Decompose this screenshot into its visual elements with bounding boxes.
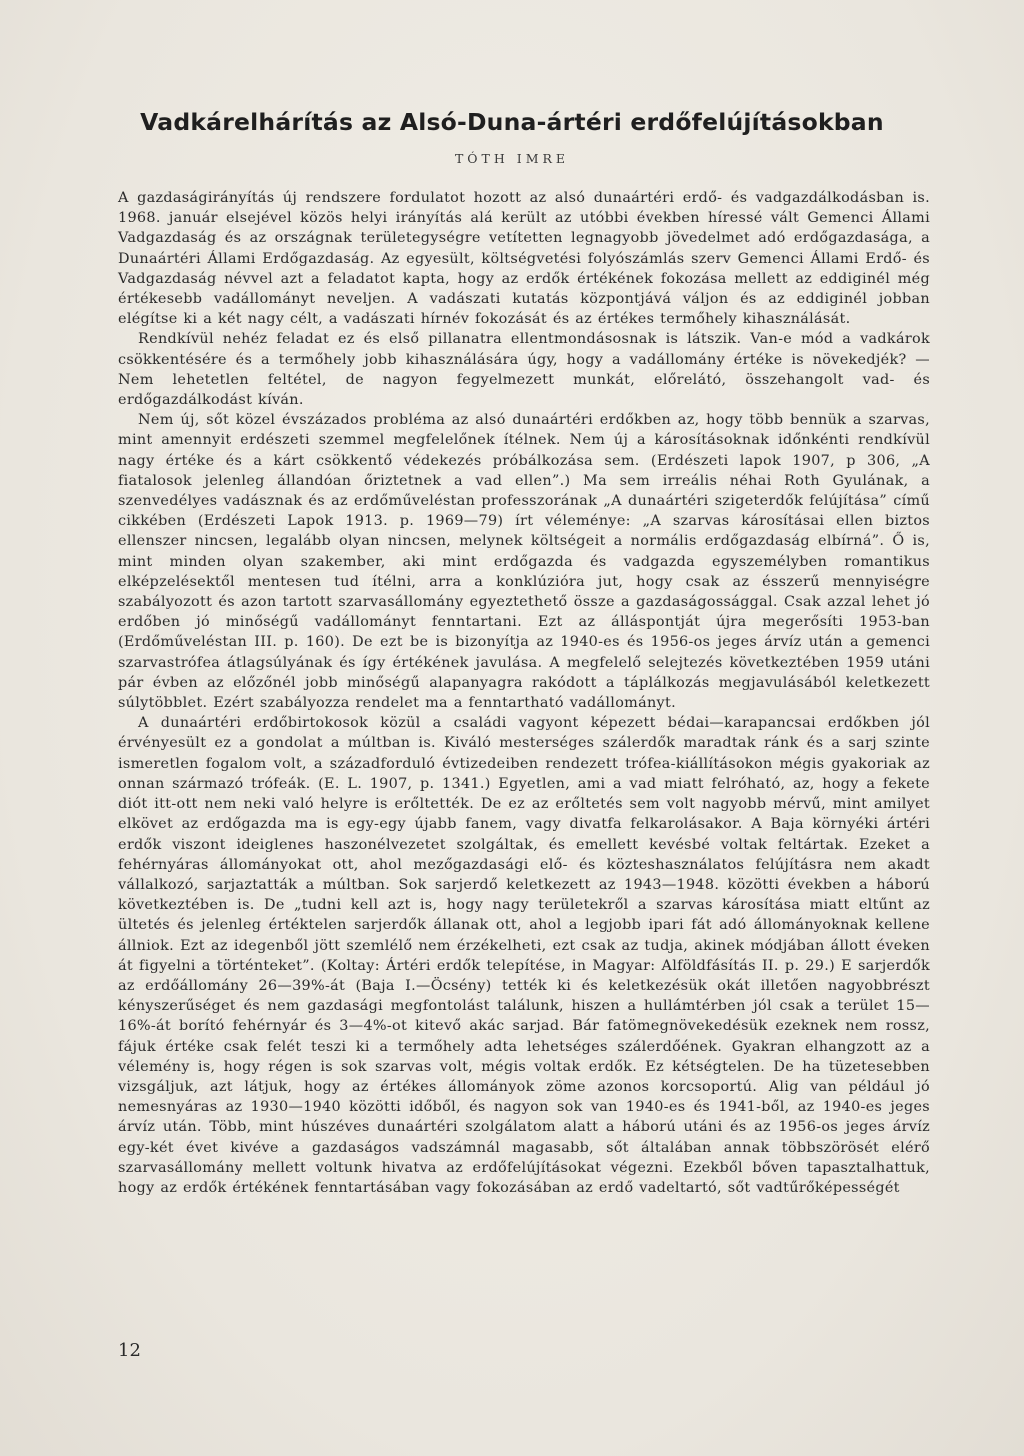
page-number: 12 [118,1340,141,1361]
article-title: Vadkárelhárítás az Alsó-Duna-ártéri erdőfelújításokban [140,108,884,136]
article-author: TÓTH IMRE [454,151,570,166]
paragraph: Rendkívül nehéz feladat ez és első pillanatra ellentmondásosnak is látszik. Van-e mód a vadkárok csökkentésére és a termőhely jobb kihasználására úgy, hogy a vadállomány értéke is növekedjék? — Nem lehetetlen feltétel, de nagyon fegyelmezett munkát, előrelátó, összehangolt vad- és erdőgazdálkodást kíván. [118,331,930,409]
paragraph: A gazdaságirányítás új rendszere fordulatot hozott az alsó dunaártéri erdő- és vadgazdálkodásban is. 1968. január elsejével közös helyi irányítás alá került az utóbbi években híressé vált Gemenci Állami Vadgazdaság és az országnak területegységre vetítetten legnagyobb jövedelmet adó erdőgazdasága, a Dunaártéri Állami Erdőgazdaság. Az egyesült, költségvetési folyószámlás szerv Gemenci Állami Erdő- és Vadgazdaság névvel azt a feladatot kapta, hogy az erdők értékének fokozása mellett az eddiginél még értékesebb vadállományt neveljen. A vadászati kutatás központjává váljon és az eddiginél jobban elégítse ki a két nagy célt, a vadászati hírnév fokozását és az értékes termőhely kihasználását. [118,190,930,328]
paragraph: A dunaártéri erdőbirtokosok közül a családi vagyont képezett bédai—karapancsai erdőkben jól érvényesült ez a gondolat a múltban is. Kiváló mesterséges szálerdők maradtak ránk és a sarj szinte ismeretlen fogalom volt, a századforduló évtizedeiben rendezett trófea-kiállításokon mégis gyakoriak az onnan származó trófeák. (E. L. 1907, p. 1341.) Egyetlen, ami a vad miatt felróható, az, hogy a fekete diót itt-ott nem neki való helyre is erőltették. De ez az erőltetés sem volt nagyobb mérvű, mint amilyet elkövet az erdőgazda ma is egy-egy újabb fanem, vagy divatfa felkarolásakor. A Baja környéki ártéri erdők viszont ideiglenes haszonélvezetet szolgáltak, és emellett kevésbé voltak feltártak. Ezeket a fehérnyáras állományokat ott, ahol mezőgazdasági elő- és közteshasználatos felújításra nem akadt vállalkozó, sarjaztatták a múltban. Sok sarjerdő keletkezett az 1943—1948. közötti években a háború következtében is. De „tudni kell azt is, hogy nagy területekről a szarvas károsítása miatt eltűnt az ültetés és jelenleg értéktelen sarjerdők állanak ott, ahol a legjobb ipari fát adó állományoknak kellene állniok. Ezt az idegenből jött szemlélő nem érzékelheti, ezt csak az tudja, akinek módjában állott éveken át figyelni a történteket”. (Koltay: Ártéri erdők telepítése, in Magyar: Alföldfásítás II. p. 29.) E sarjerdők az erdőállomány 26—39%-át (Baja I.—Öcsény) tették ki és keletkezésük okát illetően nagyobbrészt kényszerűséget és nem gazdasági megfontolást találunk, hiszen a hullámtérben jól csak a terület 15—16%-át borító fehérnyár és 3—4%-ot kitevő akác sarjad. Bár fatömegnövekedésük ezeknek nem rossz, fájuk értéke csak felét teszi ki a termőhely adta lehetséges szálerdőének. Gyakran elhangzott az a vélemény is, hogy régen is sok szarvas volt, mégis voltak erdők. Ez kétségtelen. De ha tüzetesebben vizsgáljuk, azt látjuk, hogy az értékes állományok zöme azonos korcsoportú. Alig van például jó nemesnyáras az 1930—1940 közötti időből, és nagyon sok van 1940-es és 1941-ből, az 1940-es jeges árvíz után. Több, mint húszéves dunaártéri szolgálatom alatt a háború utáni és az 1956-os jeges árvíz egy-két évet kivéve a gazdaságos vadszámnál magasabb, sőt általában annak többszörösét elérő szarvasállomány mellett voltunk hivatva az erdőfelújításokat végezni. Ezekből bőven tapasztalhattuk, hogy az erdők értékének fenntartásában vagy fokozásában az erdő vadeltartó, sőt vadtűrőképességét [118,715,930,1196]
paragraph: Nem új, sőt közel évszázados probléma az alsó dunaártéri erdőkben az, hogy több bennük a szarvas, mint amennyit erdészeti szemmel megfelelőnek ítélnek. Nem új a károsításoknak időnkénti rendkívül nagy értéke és a kárt csökkentő védekezés próbálkozása sem. (Erdészeti lapok 1907, p 306, „A fiatalosok jelenleg állandóan őriztetnek a vad ellen”.) Ma sem irreális néhai Roth Gyulának, a szenvedélyes vadásznak és az erdőműveléstan professzorának „A dunaártéri szigeterdők felújítása” című cikkében (Erdészeti Lapok 1913. p. 1969—79) írt véleménye: „A szarvas károsításai ellen biztos ellenszer nincsen, legalább olyan nincsen, melynek költségeit a normális erdőgazdaság elbírná”. Ő is, mint minden olyan szakember, aki mint erdőgazda és vadgazda egyszemélyben romantikus elképzelésektől mentesen tud ítélni, arra a konklúzióra jut, hogy csak az ésszerű mennyiségre szabályozott és azon tartott szarvasállomány egyeztethető össze a gazdaságossággal. Csak azzal lehet jó erdőben jó minőségű vadállományt fenntartani. Ezt az álláspontját újra megerősíti 1953-ban (Erdőműveléstan III. p. 160). De ezt be is bizonyítja az 1940-es és 1956-os jeges árvíz után a gemenci szarvastrófea átlagsúlyának és így értékének javulása. A megfelelő selejtezés következtében 1959 utáni pár évben az előzőnél jobb minőségű alapanyagra rakódott a táplálkozás megjavulásából keletkezett súlytöbblet. Ezért szabályozza rendelet ma a fenntartható vadállományt. [118,412,930,712]
article-body [118,188,930,1198]
